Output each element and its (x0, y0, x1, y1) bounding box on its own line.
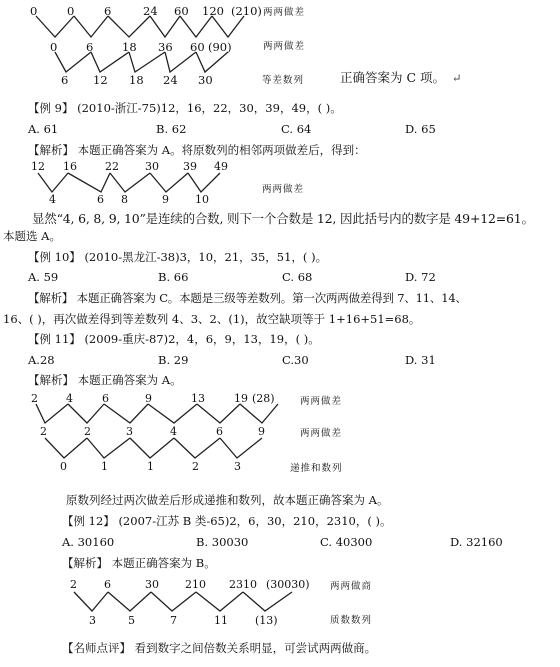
d1-row1-num: (210) (231, 4, 262, 18)
d1-row3-label: 等差数列 (262, 75, 305, 86)
ex9-row2-num: 4 (49, 193, 56, 206)
ex11-row3-label: 递推和数列 (290, 463, 343, 474)
ex11-row3-num: 0 (60, 460, 67, 473)
ex9-analysis: 【解析】 本题正确答案为 A。将原数列的相邻两项做差后，得到： (28, 143, 366, 157)
ex10-option: A. 59 (28, 270, 59, 284)
d1-row2-num: (90) (208, 40, 232, 54)
ex11-row3-num: 2 (192, 460, 199, 473)
d1-row3-num: 12 (93, 73, 108, 87)
d1-row3-num: 18 (129, 73, 144, 87)
ex10-analysis-cont: 16、( )，再次做差得到等差数列 4、3、2、(1)，故空缺项等于 1+16+51=68。 (3, 312, 421, 326)
ex11-row1-num: 6 (102, 392, 109, 405)
ex11-row1-label: 两两做差 (300, 396, 343, 407)
ex11-row1-num: 4 (66, 392, 73, 405)
ex9-row1-num: 12 (31, 160, 45, 173)
ex10-option: D. 72 (405, 270, 436, 284)
ex11-row2-label: 两两做差 (300, 428, 343, 439)
d1-row3-num: 24 (163, 73, 178, 87)
ex9-row2-num: 9 (162, 193, 169, 206)
d1-row3-num: 6 (61, 73, 69, 87)
ex12-row1-num: 2310 (229, 578, 257, 591)
ex11-row3-num: 1 (147, 460, 154, 473)
ex9-row2-num: 6 (97, 193, 104, 206)
ex9-row2-num: 10 (195, 193, 209, 206)
ex12-row2-num: 3 (89, 614, 96, 627)
ex11-analysis: 【解析】 本题正确答案为 A。 (28, 373, 182, 387)
ex12-row2-num: 5 (128, 614, 135, 627)
ex9-row1-num: 16 (63, 160, 77, 173)
ex11-option: B. 29 (158, 353, 189, 367)
ex9-option: D. 65 (405, 122, 436, 136)
ex11-row2-num: 3 (126, 425, 133, 438)
d1-row1-num: 0 (67, 4, 75, 18)
d1-row3-num: 30 (198, 73, 213, 87)
ex11-row2-num: 4 (170, 425, 177, 438)
ex12-row2-num: 7 (170, 614, 177, 627)
ex10-option: C. 68 (282, 270, 313, 284)
ex11-row2-num: 2 (40, 425, 47, 438)
ex11-row3-num: 3 (234, 460, 241, 473)
d1-row2-num: 18 (122, 40, 137, 54)
ex12-row1-num: 210 (185, 578, 206, 591)
ex12-row1-num: 2 (70, 578, 77, 591)
ex9-option: C. 64 (281, 122, 312, 136)
ex9-row1-num: 22 (105, 160, 119, 173)
ex9-question: 【例 9】 (2010-浙江-75)12，16，22，30，39，49，( )。 (28, 101, 342, 115)
ex12-row2-num: 11 (214, 614, 228, 627)
ex11-option: D. 31 (405, 353, 436, 367)
ex11-row3-num: 1 (101, 460, 108, 473)
ex9-option: B. 62 (156, 122, 187, 136)
d1-row1-num: 120 (202, 4, 224, 18)
ex10-analysis: 【解析】 本题正确答案为 C。本题是三级等差数列。第一次两两做差得到 7、11、14、 (28, 291, 467, 305)
ex12-row1-num: 6 (104, 578, 111, 591)
ex12-row1-label: 两两做商 (330, 581, 373, 592)
ex12-row2-label: 质数数列 (330, 615, 373, 626)
ex11-row1-num: (28) (252, 392, 275, 405)
ex10-question: 【例 10】 (2010-黑龙江-38)3，10，21，35，51，( )。 (28, 250, 328, 264)
d1-row1-num: 60 (174, 4, 189, 18)
ex11-row1-num: 13 (191, 392, 205, 405)
d1-row2-num: 60 (190, 40, 205, 54)
ex9-conclusion-end: 本题选 A。 (3, 229, 61, 243)
ex11-row1-num: 19 (234, 392, 248, 405)
ex9-option: A. 61 (28, 122, 59, 136)
ex11-row2-num: 9 (258, 425, 265, 438)
ex12-question: 【例 12】 (2007-江苏 B 类-65)2，6，30，210，2310，( )。 (62, 514, 392, 528)
d1-row1-num: 6 (104, 4, 112, 18)
paragraph-mark: ↵ (452, 71, 462, 85)
ex9-row2-num: 8 (121, 193, 128, 206)
ex12-row2-num: (13) (255, 614, 278, 627)
ex12-option: A. 30160 (62, 535, 115, 549)
ex11-conclusion: 原数列经过两次做差后形成递推和数列，故本题正确答案为 A。 (66, 493, 389, 507)
ex9-row1-label: 两两做差 (262, 184, 305, 195)
d1-row2-num: 36 (158, 40, 173, 54)
ex12-option: D. 32160 (450, 535, 503, 549)
ex11-row2-num: 6 (216, 425, 223, 438)
ex12-row1-num: 30 (145, 578, 159, 591)
ex11-row2-num: 2 (84, 425, 91, 438)
d1-row1-num: 24 (143, 4, 158, 18)
ex9-row1-num: 39 (183, 160, 197, 173)
d1-row1-label: 两两做差 (263, 7, 306, 18)
ex12-row1-num: (30030) (266, 578, 310, 591)
ex11-option: C.30 (282, 353, 309, 367)
ex10-option: B. 66 (158, 270, 189, 284)
d1-row2-label: 两两做差 (263, 41, 306, 52)
ex12-analysis: 【解析】 本题正确答案为 B。 (62, 556, 216, 570)
d1-answer: 正确答案为 C 项。 (340, 70, 446, 85)
ex11-option: A.28 (28, 353, 55, 367)
ex11-row1-num: 9 (145, 392, 152, 405)
d1-row1-num: 0 (30, 4, 38, 18)
d1-row2-num: 0 (50, 40, 58, 54)
ex11-question: 【例 11】 (2009-重庆-87)2，4，6，9，13，19，( )。 (28, 332, 320, 346)
ex9-conclusion: 显然“4, 6, 8, 9, 10”是连续的合数, 则下一个合数是 12, 因此括号内的数字是 49+12=61。 (32, 211, 534, 226)
ex9-row1-num: 30 (145, 160, 159, 173)
ex9-row1-num: 49 (214, 160, 228, 173)
teacher-tip: 【名师点评】 看到数字之间倍数关系明显，可尝试两两做商。 (62, 641, 377, 655)
ex12-option: C. 40300 (320, 535, 373, 549)
ex11-row1-num: 2 (31, 392, 38, 405)
ex12-option: B. 30030 (196, 535, 249, 549)
d1-row2-num: 6 (86, 40, 94, 54)
